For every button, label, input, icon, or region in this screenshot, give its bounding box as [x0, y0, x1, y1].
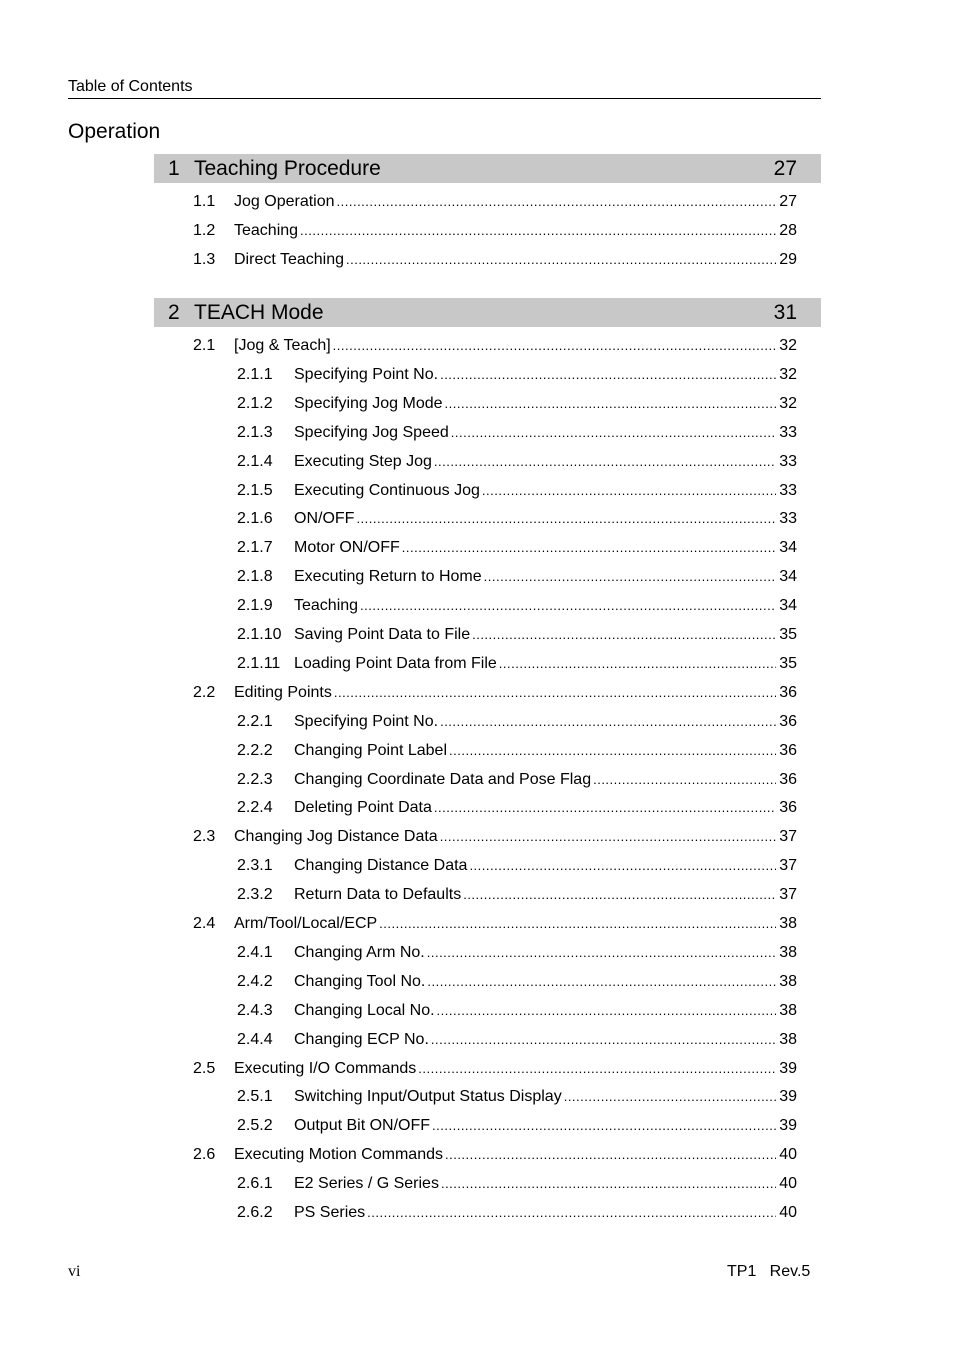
- dot-leader: [367, 1203, 776, 1223]
- toc-subsection-entry[interactable]: [237, 481, 797, 501]
- dot-leader: [484, 567, 777, 587]
- entry-title: Executing Continuous Jog: [294, 481, 480, 499]
- chapter-title: TEACH Mode: [194, 301, 324, 324]
- part-title: Operation: [68, 120, 161, 143]
- entry-number: 2.1.3: [237, 423, 273, 441]
- entry-number: 2.1.4: [237, 452, 273, 470]
- entry-number: 2.4.2: [237, 972, 273, 990]
- dot-leader: [334, 683, 776, 703]
- entry-number: 2.6.1: [237, 1175, 273, 1193]
- entry-title: Specifying Point No.: [294, 365, 439, 383]
- entry-number: 2.1.5: [237, 481, 273, 499]
- toc-subsection-entry[interactable]: [237, 972, 797, 992]
- entry-title: Changing Jog Distance Data: [234, 828, 438, 846]
- dot-leader: [440, 365, 776, 385]
- entry-number: 2.3.1: [237, 857, 273, 875]
- entry-title: Changing Arm No.: [294, 943, 425, 961]
- dot-leader: [356, 509, 776, 529]
- entry-page-number: 27: [779, 193, 797, 210]
- toc-subsection-entry[interactable]: [237, 509, 797, 529]
- entry-title: Changing Distance Data: [294, 857, 468, 875]
- entry-title: Loading Point Data from File: [294, 654, 497, 672]
- entry-page-number: 37: [779, 828, 797, 846]
- entry-number: 2.1.7: [237, 539, 273, 557]
- entry-number: 2.4: [193, 915, 216, 932]
- entry-number: 2.1.9: [237, 597, 273, 615]
- toc-section-entry[interactable]: [193, 1059, 797, 1079]
- entry-number: 2.6: [193, 1146, 216, 1164]
- entry-number: 2.5: [193, 1059, 216, 1077]
- dot-leader: [472, 625, 776, 645]
- entry-title: Executing Motion Commands: [234, 1146, 443, 1164]
- dot-leader: [441, 1174, 776, 1194]
- entry-number: 2.5.2: [237, 1117, 273, 1135]
- entry-title: Changing Local No.: [294, 1001, 435, 1019]
- entry-number: 2.4.3: [237, 1001, 273, 1019]
- entry-page-number: 36: [779, 712, 797, 730]
- entry-number: 2.1.10: [237, 626, 282, 643]
- entry-page-number: 37: [779, 886, 797, 904]
- entry-title: Changing Tool No.: [294, 972, 426, 990]
- toc-section-entry[interactable]: [193, 250, 797, 270]
- entry-page-number: 32: [779, 337, 797, 354]
- toc-subsection-entry[interactable]: [237, 1116, 797, 1136]
- entry-title: [Jog & Teach]: [234, 337, 331, 354]
- toc-subsection-entry[interactable]: [237, 885, 797, 905]
- toc-section-entry[interactable]: [193, 1145, 797, 1165]
- dot-leader: [469, 856, 776, 876]
- dot-leader: [402, 538, 776, 558]
- toc-subsection-entry[interactable]: [237, 712, 797, 732]
- entry-page-number: 40: [779, 1146, 797, 1164]
- dot-leader: [432, 1116, 776, 1136]
- entry-number: 2.2: [193, 683, 216, 701]
- chapter-number: 1: [168, 157, 180, 180]
- entry-page-number: 39: [779, 1059, 797, 1077]
- entry-title: Editing Points: [234, 683, 332, 701]
- toc-subsection-entry[interactable]: [237, 625, 797, 645]
- toc-subsection-entry[interactable]: [237, 1087, 797, 1107]
- dot-leader: [449, 741, 776, 761]
- dot-leader: [440, 712, 776, 732]
- entry-title: Jog Operation: [234, 193, 335, 210]
- entry-page-number: 38: [779, 943, 797, 961]
- entry-page-number: 35: [779, 626, 797, 643]
- entry-title: Changing Coordinate Data and Pose Flag: [294, 770, 592, 788]
- toc-section-entry[interactable]: [193, 192, 797, 212]
- dot-leader: [437, 1001, 777, 1021]
- entry-number: 2.6.2: [237, 1204, 273, 1221]
- dot-leader: [482, 481, 776, 501]
- toc-subsection-entry[interactable]: [237, 798, 797, 818]
- chapter-heading[interactable]: [154, 298, 821, 327]
- entry-page-number: 33: [779, 510, 797, 528]
- entry-title: Direct Teaching: [234, 250, 344, 268]
- dot-leader: [360, 596, 776, 616]
- entry-title: Return Data to Defaults: [294, 886, 462, 904]
- entry-number: 2.3.2: [237, 886, 273, 904]
- entry-number: 2.2.4: [237, 799, 273, 817]
- dot-leader: [379, 914, 776, 934]
- chapter-title: Teaching Procedure: [194, 157, 381, 180]
- entry-title: Executing Step Jog: [294, 452, 432, 470]
- dot-leader: [434, 452, 776, 472]
- entry-page-number: 34: [779, 539, 797, 557]
- toc-subsection-entry[interactable]: [237, 394, 797, 414]
- entry-number: 1.2: [193, 221, 216, 239]
- entry-page-number: 34: [779, 597, 797, 615]
- entry-page-number: 34: [779, 568, 797, 586]
- entry-page-number: 38: [779, 1030, 797, 1048]
- entry-page-number: 36: [779, 770, 797, 788]
- entry-page-number: 36: [779, 741, 797, 759]
- toc-subsection-entry[interactable]: [237, 943, 797, 963]
- entry-page-number: 38: [779, 1001, 797, 1019]
- toc-subsection-entry[interactable]: [237, 423, 797, 443]
- entry-title: Changing Point Label: [294, 741, 448, 759]
- entry-title: ON/OFF: [294, 510, 355, 528]
- entry-number: 2.5.1: [237, 1088, 273, 1106]
- toc-section-entry[interactable]: [193, 336, 797, 356]
- dot-leader: [445, 1145, 776, 1165]
- dot-leader: [451, 423, 776, 443]
- entry-title: Switching Input/Output Status Display: [294, 1088, 562, 1106]
- dot-leader: [431, 1030, 776, 1050]
- entry-page-number: 36: [779, 683, 797, 701]
- entry-page-number: 36: [779, 799, 797, 817]
- entry-page-number: 38: [779, 915, 797, 932]
- entry-number: 2.1.8: [237, 568, 273, 586]
- entry-title: Executing Return to Home: [294, 568, 482, 586]
- entry-page-number: 37: [779, 857, 797, 875]
- entry-title: Motor ON/OFF: [294, 539, 400, 557]
- entry-page-number: 39: [779, 1088, 797, 1106]
- chapter-page: 27: [773, 157, 797, 180]
- entry-title: E2 Series / G Series: [294, 1175, 439, 1193]
- dot-leader: [427, 943, 776, 963]
- toc-subsection-entry[interactable]: [237, 1001, 797, 1021]
- dot-leader: [333, 336, 777, 356]
- entry-page-number: 32: [779, 365, 797, 383]
- dot-leader: [445, 394, 777, 414]
- entry-page-number: 40: [779, 1204, 797, 1221]
- toc-subsection-entry[interactable]: [237, 654, 797, 674]
- toc-subsection-entry[interactable]: [237, 567, 797, 587]
- dot-leader: [337, 192, 777, 212]
- entry-title: Saving Point Data to File: [294, 626, 471, 643]
- entry-title: Changing ECP No.: [294, 1030, 429, 1048]
- page-header: Table of Contents: [68, 78, 821, 99]
- entry-page-number: 39: [779, 1117, 797, 1135]
- entry-title: Teaching: [234, 221, 299, 239]
- entry-number: 2.1.2: [237, 394, 273, 412]
- dot-leader: [418, 1059, 776, 1079]
- entry-number: 2.1.6: [237, 510, 273, 528]
- entry-title: Specifying Jog Speed: [294, 423, 449, 441]
- entry-page-number: 33: [779, 423, 797, 441]
- chapter-heading[interactable]: [154, 154, 821, 183]
- entry-number: 2.2.3: [237, 770, 273, 788]
- toc-subsection-entry[interactable]: [237, 365, 797, 385]
- dot-leader: [463, 885, 776, 905]
- toc-subsection-entry[interactable]: [237, 856, 797, 876]
- toc-subsection-entry[interactable]: [237, 770, 797, 790]
- footer-page-number: vi: [68, 1263, 81, 1280]
- dot-leader: [434, 798, 776, 818]
- chapter-number: 2: [168, 301, 180, 324]
- toc-subsection-entry[interactable]: [237, 452, 797, 472]
- entry-page-number: 38: [779, 972, 797, 990]
- toc-section-entry[interactable]: [193, 683, 797, 703]
- footer-doc-id: TP1 Rev.5: [727, 1263, 811, 1280]
- entry-number: 1.1: [193, 193, 216, 210]
- entry-title: Specifying Jog Mode: [294, 394, 443, 412]
- entry-title: PS Series: [294, 1204, 366, 1221]
- entry-number: 2.1.11: [237, 654, 281, 672]
- entry-number: 1.3: [193, 250, 216, 268]
- entry-page-number: 35: [779, 654, 797, 672]
- entry-number: 2.4.1: [237, 943, 273, 961]
- entry-page-number: 32: [779, 394, 797, 412]
- toc-subsection-entry[interactable]: [237, 1174, 797, 1194]
- entry-number: 2.1.1: [237, 365, 273, 383]
- entry-page-number: 40: [779, 1175, 797, 1193]
- toc-subsection-entry[interactable]: [237, 1030, 797, 1050]
- entry-page-number: 29: [779, 250, 797, 268]
- toc-section-entry[interactable]: [193, 914, 797, 934]
- dot-leader: [427, 972, 776, 992]
- entry-title: Deleting Point Data: [294, 799, 432, 817]
- dot-leader: [564, 1087, 777, 1107]
- entry-number: 2.1: [193, 337, 216, 354]
- entry-page-number: 33: [779, 452, 797, 470]
- entry-title: Specifying Point No.: [294, 712, 439, 730]
- toc-subsection-entry[interactable]: [237, 596, 797, 616]
- toc-subsection-entry[interactable]: [237, 1203, 797, 1223]
- entry-title: Executing I/O Commands: [234, 1059, 417, 1077]
- dot-leader: [346, 250, 776, 270]
- entry-page-number: 28: [779, 221, 797, 239]
- entry-number: 2.2.2: [237, 741, 273, 759]
- entry-number: 2.2.1: [237, 712, 273, 730]
- toc-subsection-entry[interactable]: [237, 741, 797, 761]
- entry-number: 2.3: [193, 828, 216, 846]
- dot-leader: [440, 827, 777, 847]
- dot-leader: [300, 221, 776, 241]
- toc-section-entry[interactable]: [193, 827, 797, 847]
- dot-leader: [593, 770, 776, 790]
- entry-title: Output Bit ON/OFF: [294, 1117, 431, 1135]
- entry-title: Teaching: [294, 597, 359, 615]
- entry-page-number: 33: [779, 481, 797, 499]
- toc-section-entry[interactable]: [193, 221, 797, 241]
- toc-subsection-entry[interactable]: [237, 538, 797, 558]
- entry-title: Arm/Tool/Local/ECP: [234, 915, 378, 932]
- dot-leader: [499, 654, 776, 674]
- entry-number: 2.4.4: [237, 1030, 273, 1048]
- chapter-page: 31: [773, 301, 797, 324]
